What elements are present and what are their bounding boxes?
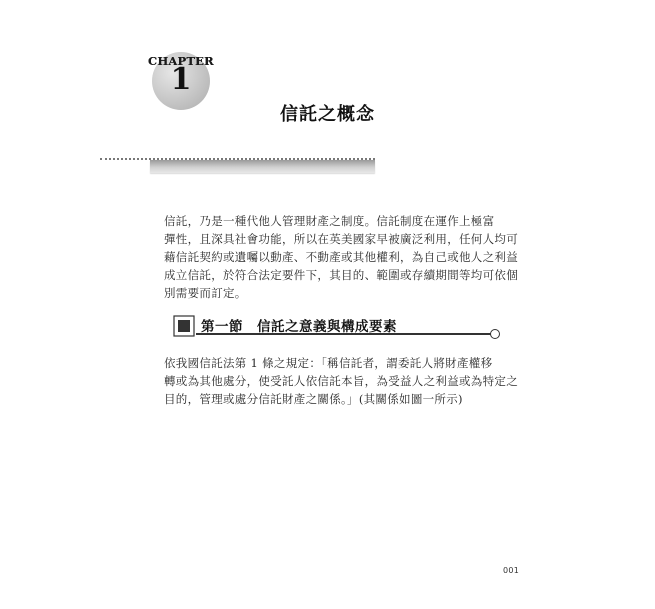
section-bullet-icon [173,315,195,337]
chapter-label: CHAPTER [148,54,214,68]
intro-line: 別需要而訂定。 [164,286,247,300]
section-rule [196,333,496,335]
title-underline-bar [150,160,375,173]
intro-line: 成立信託，於符合法定要件下，其目的、範圍或存續期間等均可依個 [164,268,518,282]
intro-paragraph [164,212,516,302]
page-number: 001 [503,566,520,575]
chapter-number: 1 [170,62,192,97]
section-rule-end-icon [490,329,500,339]
intro-line: 彈性，且深具社會功能，所以在英美國家早被廣泛利用，任何人均可 [164,232,518,246]
intro-line: 藉信託契約或遺囑以動產、不動產或其他權利，為自己或他人之利益 [164,250,518,264]
chapter-title: 信託之概念 [280,104,375,125]
section-line: 目的，管理或處分信託財產之關係。」(其關係如圖一所示) [164,392,463,406]
section-line: 依我國信託法第 1 條之規定：「稱信託者，謂委託人將財產權移 [164,356,493,370]
section-line: 轉或為其他處分，使受託人依信託本旨，為受益人之利益或為特定之 [164,374,518,388]
section-title: 第一節 信託之意義與構成要素 [201,319,397,335]
section-paragraph [164,354,516,408]
intro-line: 信託，乃是一種代他人管理財產之制度。信託制度在運作上極富 [164,214,495,228]
